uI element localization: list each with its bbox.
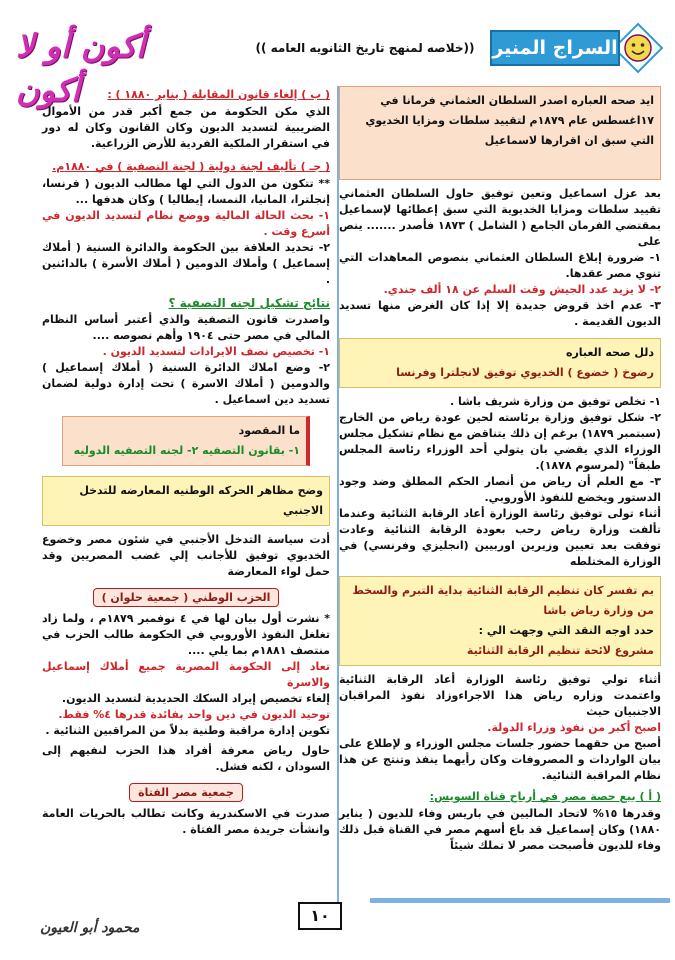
question-box-4 <box>62 416 310 466</box>
question-5-text: وضح مظاهر الحركه الوطنيه المعارضه للتدخل الاجنبي <box>79 484 323 517</box>
pill-row <box>42 781 330 802</box>
question-2-title: دلل صحه العباره <box>565 346 654 359</box>
question-3c: مشروع لائحة تنظيم الرقابة الثنائية <box>466 644 654 657</box>
signature: محمود أبو العيون <box>40 920 140 936</box>
question-box-1 <box>339 86 661 180</box>
question-4-title: ما المقصود <box>238 424 300 437</box>
pill-row <box>42 586 330 607</box>
list-item: ٢- لا يزيد عدد الجيش وقت السلم عن ١٨ ألف جندي. <box>383 283 661 296</box>
list-item: ١- ضرورة إبلاغ السلطان العثماني بنصوص المعاهدات التي تنوي مصر عقدها. <box>339 251 661 280</box>
question-box-5 <box>42 476 330 526</box>
list-item: ١- تخلص توفيق من وزارة شريف باشا . <box>449 395 661 408</box>
paragraph: حاول رياض معرفة أفراد هذا الحزب لنفيهم إلى السودان ، لكنه فشل. <box>42 744 330 773</box>
paragraph: بعد عزل اسماعيل وتعين توفيق حاول السلطان العثماني تقييد سلطات ومزايا الخديوية التي سبق إعطائها لإسماعيل بمقتضي الفرمان الجامع ( الشامل ) ١٨٧٣ فأصدر ....... ينص على <box>339 187 661 248</box>
list-item: توحيد الديون في دين واحد بفائدة قدرها ٤% فقط. <box>58 708 330 721</box>
list-item: ١- بحث الحالة المالية ووضع نظام لتسديد الديون في أسرع وقت . <box>42 209 330 238</box>
paragraph: أدت سياسة التدخل الأجنبي في شئون مصر وخضوع الخديوي توفيق للأجانب إلي غضب المصريين وقد حمل لواء المعارضة <box>42 533 330 578</box>
right-column <box>339 86 661 854</box>
list-item: ٢- شكل توفيق وزارة برئاسته لحين عودة رياض من الخارج (سبتمبر ١٨٧٩) برغم إن ذلك يتناقض مع نظام تشكيل مجلس الوزراء الذي يقضي بان يتولي أحد الوزراء رئاسة المجلس طبقاً" (لمرسوم ١٨٧٨). <box>339 411 661 472</box>
section-heading: ( جـ ) تأليف لجنة دولية ( لجنة التصفية ) في ١٨٨٠م. <box>52 160 330 173</box>
list-item: ٢- وضع املاك الدائرة السنية ( أملاك إسماعيل ) والدومين ( أملاك الاسرة ) تحت إدارة دولية لضمان تسديد دين اسماعيل . <box>42 361 330 406</box>
paragraph: واصدرت قانون التصفية والذي أعتبر أساس النظام المالي في مصر حتى ١٩٠٤ وأهم نصوصه .... <box>42 313 330 342</box>
section-heading: نتائج تشكيل لجنه التصفية ؟ <box>168 296 330 310</box>
paragraph: * نشرت أول بيان لها في ٤ نوفمبر ١٨٧٩م ، ولما زاد تغلغل النفوذ الأوروبي في الحكومة طالب الحزب في منتصف ١٨٨١م بما يلي .... <box>42 612 330 657</box>
left-column <box>42 86 330 838</box>
list-item: ٣- مع العلم أن رياض من أنصار الحكم المطلق وضد وجود الدستور ويخضع للنفوذ الأوروبي. <box>339 475 661 504</box>
page-subtitle: ((خلاصه لمنهج تاريخ الثانويه العامه )) <box>255 41 475 55</box>
list-item: أصبح من حقهما حضور جلسات مجلس الوزراء و لإطلاع على بيان الواردات و المصروفات وكان رأيهما ينفذ وتنتج عن هذا نظام المراقبة الثنائية. <box>339 737 661 782</box>
list-item: ٢- تحديد العلاقة بين الحكومة والدائرة السنية ( أملاك إسماعيل ) وأملاك الدومين ( أملاك الأسرة ) بالدائنين . <box>42 241 330 286</box>
list-item: تكوين إدارة مراقبة وطنية بدلاً من المراقبين الثنائية . <box>45 724 330 737</box>
paragraph: صدرت في الاسكندرية وكانت تطالب بالحريات العامة وانشأت جريدة مصر الفتاة . <box>42 807 330 836</box>
question-3a: بم تفسر كان تنظيم الرقابة الثنائية بداية التبرم والسخط من وزارة رياض باشا <box>352 584 654 617</box>
paragraph: ** تتكون من الدول التي لها مطالب الديون ( فرنسا، إنجلترا، المانيا، النمسا، إيطاليا ) وكان هدفها ... <box>42 177 330 206</box>
list-item: ٣- عدم اخذ قروض جديدة إلا إذا كان الغرض منها تسديد الديون القديمة . <box>339 299 661 328</box>
brand-title: السراج المنير <box>490 30 620 66</box>
question-box-2 <box>339 338 661 388</box>
question-1-text: ايد صحه العباره اصدر السلطان العثماني فرمانا في ١٧اغسطس عام ١٨٧٩م لتقييد سلطات ومزايا الخديوي التي سبق ان اقرارها لاسماعيل <box>365 94 654 147</box>
question-3b: حدد اوجه النقد التي وجهت الي : <box>478 624 654 637</box>
section-heading: ( أ ) بيع حصة مصر في أرباح قناة السويس: <box>429 790 661 803</box>
heading-pill: الحزب الوطني ( جمعية حلوان ) <box>93 588 280 607</box>
question-box-3 <box>339 576 661 666</box>
list-item: إلغاء تخصيص إيراد السكك الحديدية لتسديد الديون. <box>61 692 330 705</box>
footer-rule <box>370 898 670 903</box>
question-2-body: رضوخ ( خضوع ) الخديوي توفيق لانجلترا وفرنسا <box>396 366 654 379</box>
page-number: ١٠ <box>298 902 342 930</box>
paragraph: الذي مكن الحكومة من جمع أكبر قدر من الأموال الضريبية لتسديد الديون وكان القانون وكان له دور في استقرار الملكية الفردية للأرض الزراعية. <box>42 105 330 150</box>
list-item: اصبح أكبر من نفوذ وزراء الدولة. <box>487 721 661 734</box>
section-heading: ( ب ) إلغاء قانون المقابلة ( يناير ١٨٨٠ ) : <box>107 88 330 101</box>
paragraph: وقدرها ١٥% لاتحاد الماليين في باريس وفاء للديون ( يناير ١٨٨٠) وكان إسماعيل قد باع أسهم مصر في القناة قبل ذلك وفاء للديون فأصبحت مصر لا تملك شيئاً <box>339 807 661 852</box>
question-4-body: ١- بقانون التصفيه ٢- لجنه التصفيه الدوليه <box>73 444 300 457</box>
paragraph: أثناء تولي توفيق رئاسة الوزارة أعاد الرقابة الثنائية واعتمدت وزاره رياض هذا الاجراءوزاد نفوذ المراقبان الاجنبيان حيث <box>339 673 661 718</box>
logo-text: أكون أو لا أكون <box>16 27 146 109</box>
heading-pill: جمعية مصر الفتاة <box>129 783 243 802</box>
list-item: ١- تخصيص نصف الايرادات لتسديد الديون . <box>102 345 330 358</box>
paragraph: أثناء تولى توفيق رئاسة الوزارة أعاد الرقابة الثنائية وعندما تألفت وزارة رياض رحب بعودة الرقابة الثنائية وعادت توفقت بعد تعيين وزيرين اوربيين (انجليزي وفرنسي) في الوزارة المختلطه <box>339 507 661 568</box>
list-item: تعاد إلى الحكومة المصرية جميع أملاك إسماعيل والاسرة <box>42 660 330 689</box>
